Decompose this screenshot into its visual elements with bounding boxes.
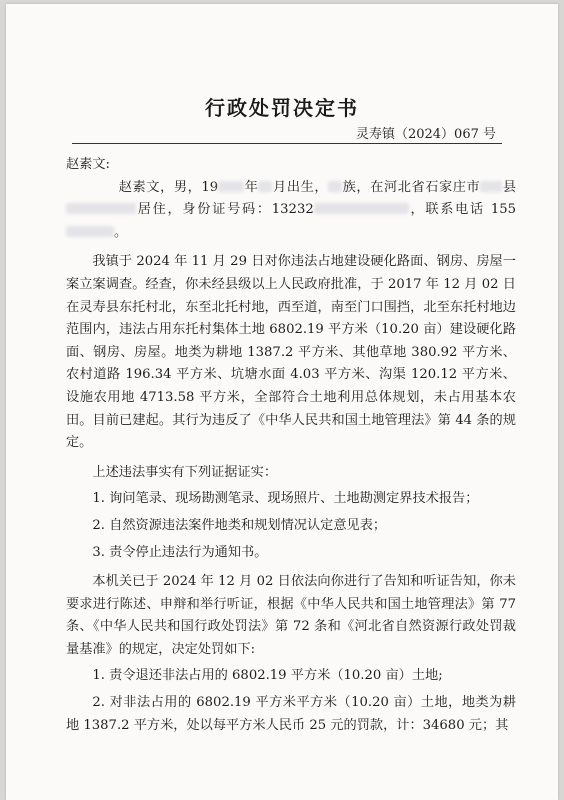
evidence-list bbox=[66, 488, 516, 564]
redacted-text bbox=[480, 181, 502, 192]
document-number: 灵寿镇（2024）067 号 bbox=[355, 127, 496, 142]
evidence-item: 3. 责令停止违法行为通知书。 bbox=[92, 544, 268, 560]
evidence-intro: 上述违法事实有下列证据证实： bbox=[92, 464, 278, 480]
redacted-text bbox=[66, 203, 136, 214]
document-page bbox=[6, 4, 558, 800]
decision-paragraph: 本机关已于 2024 年 12 月 02 日依法向你进行了告知和听证告知，你未要求进行陈述、申辩和举行听证，根据《中华人民共和国土地管理法》第 77 条、《中华人民共和国行政处罚法》第 72 条和《河北省自然资源行政处罚裁量基准》的规定，决定处罚如下: bbox=[66, 574, 516, 657]
redacted-text bbox=[314, 203, 409, 214]
redacted-text bbox=[218, 181, 244, 192]
header-divider bbox=[72, 143, 502, 144]
redacted-text bbox=[258, 181, 272, 192]
penalty-item: 2. 对非法占用的 6802.19 平方米平方米（10.20 亩）土地，地类为耕地 1387.2 平方米，处以每平方米人民币 25 元的罚款，计：34680 元；其 bbox=[66, 695, 516, 733]
evidence-item: 2. 自然资源违法案件地类和规划情况认定意见表； bbox=[92, 517, 387, 533]
party-info-paragraph: 赵素文，男，19 年 月出生， 族，在河北省石家庄市 县居住，身份证号码：13232 ，联系电话 155。 bbox=[66, 177, 516, 245]
document-title: 行政处罚决定书 bbox=[205, 96, 359, 120]
document-body bbox=[66, 154, 516, 741]
penalty-item: 1. 责令退还非法占用的 6802.19 平方米（10.20 亩）土地; bbox=[92, 668, 443, 684]
addressee: 赵素文: bbox=[66, 157, 111, 172]
facts-paragraph: 我镇于 2024 年 11 月 29 日对你违法占地建设硬化路面、钢房、房屋一案立案调查。经查，你未经县级以上人民政府批准，于 2017 年 12 月 02 日在灵寿县东托村北，东至北托村地，西至道，南至门口围挡，北至东托村地边范围内，违法占用东托村集体土地 6802.19 平方米（10.20 亩）建设硬化路面、钢房、房屋。地类为耕地 1387.2 平方米、其他草地 380.92 平方米、农村道路 196.34 平方米、坑塘水面 4.03 平方米、沟渠 120.12 平方米、设施农用地 4713.58 平方米，全部符合土地利用总体规划，未占用基本农田。目前已建起。其行为违反了《中华人民共和国土地管理法》第 44 条的规定。 bbox=[66, 254, 516, 451]
redacted-text bbox=[66, 226, 114, 237]
evidence-item: 1. 询问笔录、现场勘测笔录、现场照片、土地勘测定界技术报告； bbox=[92, 491, 479, 507]
penalty-list bbox=[66, 665, 516, 737]
redacted-text bbox=[328, 181, 342, 192]
